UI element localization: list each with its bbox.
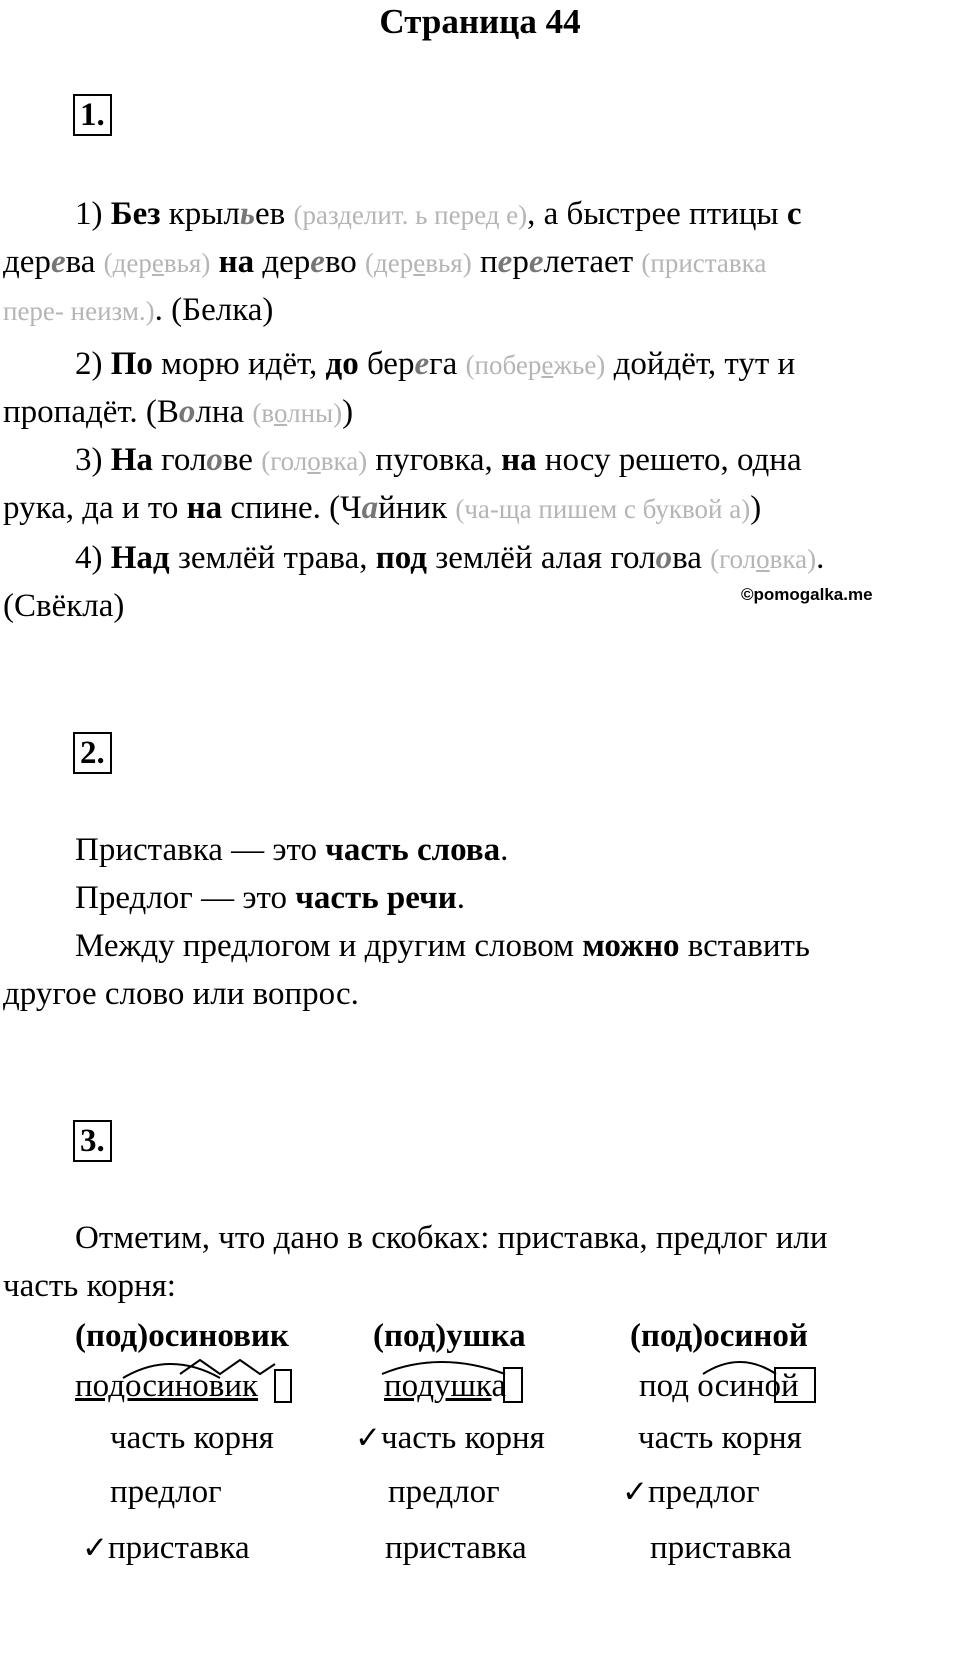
col1-option-1: часть корня [110, 1420, 274, 1456]
watermark: ©pomogalka.me [741, 585, 873, 604]
ex2-line-3: Между предлогом и другим словом можно вставить [75, 928, 810, 964]
col3-option-2: ✓предлог [622, 1474, 760, 1510]
col1-heading: (под)осиновик [75, 1318, 289, 1354]
exercise-1-number: 1. [73, 94, 112, 136]
ex2-line-4: другое слово или вопрос. [3, 976, 359, 1012]
col2-heading: (под)ушка [373, 1318, 526, 1354]
ex2-line-1: Приставка — это часть слова. [75, 832, 509, 868]
col1-option-3: ✓приставка [82, 1530, 250, 1566]
col2-option-3: приставка [385, 1530, 527, 1566]
ex3-intro-1: Отметим, что дано в скобках: приставка, предлог или [75, 1220, 828, 1256]
ex1-line-5: пропадёт. (Волна (волны)) [3, 394, 354, 430]
col2-option-2: предлог [388, 1474, 500, 1510]
col2-word: подушка [384, 1368, 507, 1404]
exercise-3-number: 3. [73, 1120, 112, 1162]
check-icon: ✓ [82, 1530, 108, 1566]
ex1-line-1: 1) Без крыльев (разделит. ь перед е), а быстрее птицы с [75, 196, 802, 232]
page-title: Страница 44 [379, 2, 581, 41]
ex1-line-3: пере- неизм.). (Белка) [3, 292, 274, 328]
col3-word: под осиной [639, 1368, 799, 1404]
ex1-line-9: (Свёкла) [3, 588, 125, 624]
ex1-line-7: рука, да и то на спине. (Чайник (ча-ща пишем с буквой а)) [3, 490, 762, 526]
col3-option-1: часть корня [638, 1420, 802, 1456]
col1-word: подосиновик [75, 1368, 259, 1404]
exercise-2-number: 2. [73, 732, 112, 774]
ex1-line-4: 2) По морю идёт, до берега (побережье) дойдёт, тут и [75, 346, 796, 382]
ex1-line-8: 4) Над землёй трава, под землёй алая голова (головка). [75, 540, 825, 576]
ex2-line-2: Предлог — это часть речи. [75, 880, 465, 916]
ex1-line-2: дерева (деревья) на дерево (деревья) перелетает (приставка [3, 244, 767, 280]
ex1-line-6: 3) На голове (головка) пуговка, на носу решето, одна [75, 442, 802, 478]
col3-option-3: приставка [650, 1530, 792, 1566]
col2-option-1: ✓часть корня [355, 1420, 545, 1456]
ex3-intro-2: часть корня: [3, 1268, 176, 1304]
col3-heading: (под)осиной [630, 1318, 808, 1354]
check-icon: ✓ [355, 1420, 381, 1456]
check-icon: ✓ [622, 1474, 648, 1510]
col1-option-2: предлог [110, 1474, 222, 1510]
